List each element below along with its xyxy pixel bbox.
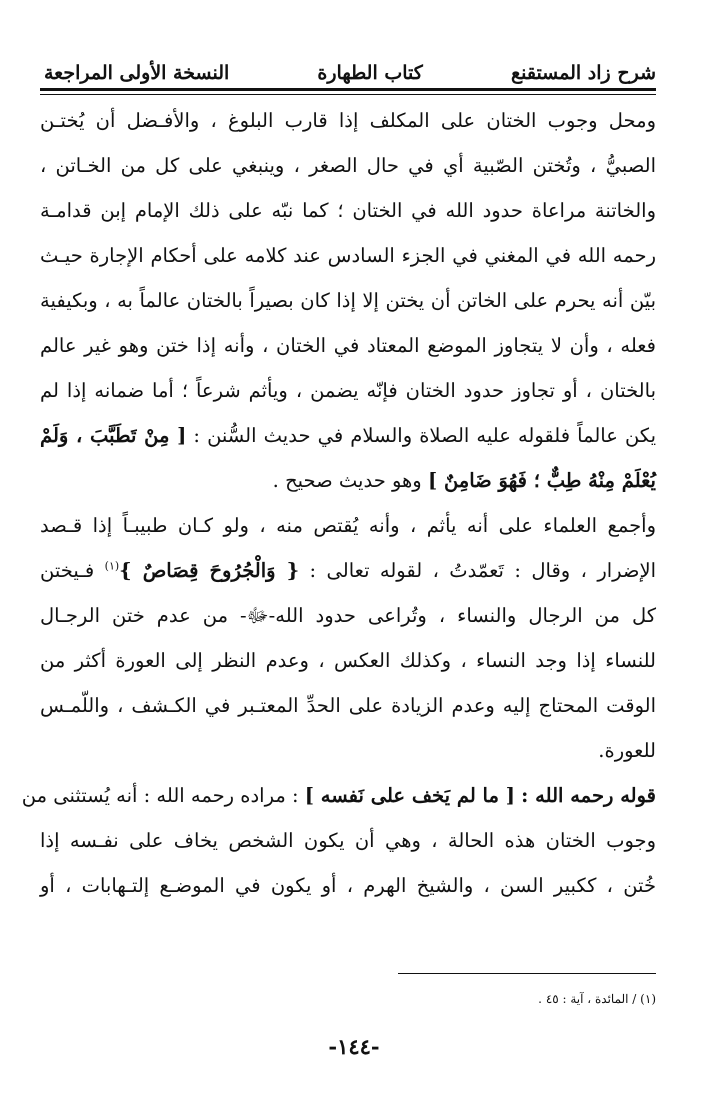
footnote-separator (398, 973, 656, 974)
quran-verse: { وَالْجُرُوحَ قِصَاصٌ } (119, 559, 300, 582)
footnote-marker: (١) (104, 559, 120, 573)
text-line (40, 548, 656, 593)
text-line (21, 773, 656, 818)
text-line: خُتن ، ككبير السن ، والشيخ الهرم ، أو يكون في الموضـع إلتـهابات ، أو (40, 874, 656, 897)
body-text (21, 98, 657, 908)
header-book-title: شرح زاد المستقنع (510, 62, 656, 84)
text-line: وأجمع العلماء على أنه يأثم ، وأنه يُقتص منه ، ولو كـان طبيبـاً إذا قـصد (40, 514, 656, 537)
hadith-quote-start: [ مِنْ تَطَبَّبَ ، وَلَمْ (40, 424, 187, 447)
text-line (40, 458, 656, 503)
text-line: للنساء إذا وجد النساء ، وكذلك العكس ، وعدم النظر إلى العورة أكثر من (40, 649, 656, 672)
text-line: وجوب الختان هذه الحالة ، وهي أن يكون الشخص يخاف على نفـسه إذا (40, 829, 656, 852)
text-line: بالختان ، أو تجاوز حدود الختان فإنّه يضمن ، ويأثم شرعاً ؛ أما ضمانه إذا لم (40, 379, 656, 402)
text-line: بيّن أنه يحرم على الخاتن أن يختن إلا إذا كان بصيراً بالختان عالماً به ، وبكيفية (40, 289, 656, 312)
text-line (40, 413, 656, 458)
quran-continuation: فـيختن (40, 559, 95, 582)
header-chapter: كتاب الطهارة (317, 62, 423, 84)
hadith-grading: وهو حديث صحيح . (272, 469, 422, 492)
hadith-intro: يكن عالماً فلقوله عليه الصلاة والسلام في حديث السُّنن : (193, 424, 656, 447)
commentary-text: : مراده رحمه الله : أنه يُستثنى من (21, 784, 299, 807)
footnote: (١) / المائدة ، آية : ٤٥ . (538, 992, 656, 1006)
text-line: فعله ، وأن لا يتجاوز الموضع المعتاد في الختان ، وأنه إذا ختن وهو غير عالم (40, 334, 656, 357)
header-edition: النسخة الأولى المراجعة (44, 62, 230, 84)
commentary-label: قوله رحمه الله : (521, 784, 656, 807)
header-rule-thin (40, 94, 656, 95)
text-line: الوقت المحتاج إليه وعدم الزيادة على الحدِّ المعتـبر في الكـشف ، واللّمـس (40, 694, 656, 717)
header-rule-thick (40, 88, 656, 91)
quran-intro: الإضرار ، وقال : تَعمّدتُ ، لقوله تعالى : (309, 559, 657, 582)
page-number: -١٤٤- (328, 1034, 380, 1059)
text-line: والخاتنة مراعاة حدود الله في الختان ؛ كما نبّه على ذلك الإمام إبن قدامـة (40, 199, 656, 222)
text-line: كل من الرجال والنساء ، وتُراعى حدود الله-ﷻ- من عدم ختن الرجـال (40, 604, 656, 627)
text-line: ومحل وجوب الختان على المكلف إذا قارب البلوغ ، والأفـضل أن يُختـن (40, 109, 656, 132)
text-line: رحمه الله في المغني في الجزء السادس عند كلامه على أحكام الإجارة حيـث (40, 244, 656, 267)
text-line: للعورة. (598, 739, 656, 762)
text-line: الصبيُّ ، وتُختن الصّبية أي في حال الصغر ، وينبغي على كل من الخـاتن ، (40, 154, 656, 177)
matn-quote: [ ما لم يَخف على نَفسه ] (304, 784, 515, 807)
hadith-quote-end: يُعْلَمْ مِنْهُ طِبٌّ ؛ فَهُوَ ضَامِنٌ ] (427, 469, 656, 492)
page-header (44, 50, 656, 84)
